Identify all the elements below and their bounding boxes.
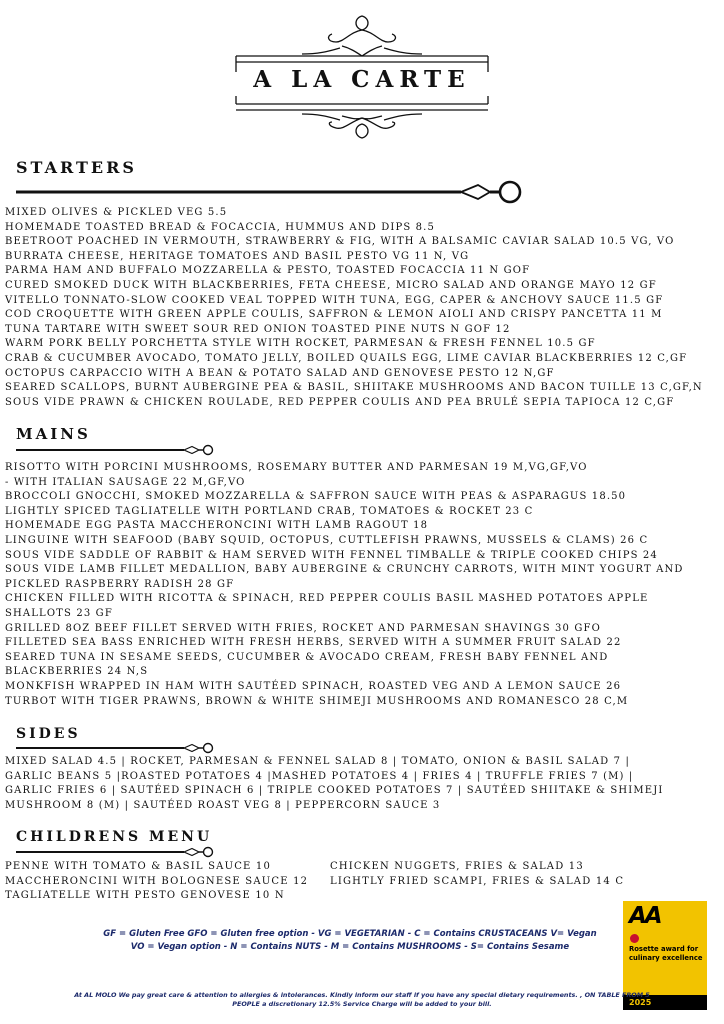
menu-item: BLACKBERRIES 24 N,S xyxy=(5,666,149,678)
menu-item: SHALLOTS 23 GF xyxy=(5,607,113,619)
menu-item: OCTOPUS CARPACCIO WITH A BEAN & POTATO SALAD AND GENOVESE PESTO 12 N,GF xyxy=(5,367,555,379)
menu-item: LINGUINE WITH SEAFOOD (BABY SQUID, OCTOPUS, CUTTLEFISH PRAWNS, MUSSELS & CLAMS) 26 C xyxy=(5,534,649,546)
menu-item: COD CROQUETTE WITH GREEN APPLE COULIS, SAFFRON & LEMON AIOLI AND CRISPY PANCETTA 11 M xyxy=(5,309,663,321)
aa-award-year: 2025 xyxy=(623,995,707,1010)
sides-list xyxy=(5,755,663,813)
menu-item: BURRATA CHEESE, HERITAGE TOMATOES AND BASIL PESTO VG 11 N, VG xyxy=(5,250,470,262)
sides-title: SIDES xyxy=(16,726,81,742)
menu-item: SOUS VIDE LAMB FILLET MEDALLION, BABY AUBERGINE & CRUNCHY CARROTS, WITH MINT YOGURT AND xyxy=(5,564,684,576)
menu-item: LIGHTLY FRIED SCAMPI, FRIES & SALAD 14 C xyxy=(330,875,625,887)
menu-item: CHICKEN FILLED WITH RICOTTA & SPINACH, RED PEPPER COULIS BASIL MASHED POTATOES APPLE xyxy=(5,593,649,605)
menu-item: - WITH ITALIAN SAUSAGE 22 M,GF,VO xyxy=(5,476,246,488)
menu-item: VITELLO TONNATO-SLOW COOKED VEAL TOPPED WITH TUNA, EGG, CAPER & ANCHOVY SAUCE 11.5 GF xyxy=(5,294,664,306)
menu-item: SEARED TUNA IN SESAME SEEDS, CUCUMBER & AVOCADO CREAM, FRESH BABY FENNEL AND xyxy=(5,651,609,663)
menu-item: PENNE WITH TOMATO & BASIL SAUCE 10 xyxy=(5,861,272,872)
rosette-icon xyxy=(630,934,639,943)
footer-line-1: At AL MOLO We pay great care & attention to allergies & intolerances. Kindly inform our staff if you have any special dietary requirements. , ON TABLE FROM 5 xyxy=(74,991,650,999)
menu-item: GRILLED 8OZ BEEF FILLET SERVED WITH FRIES, ROCKET AND PARMESAN SHAVINGS 30 GFO xyxy=(5,622,601,634)
legend-line-2: VO = Vegan option - N = Contains NUTS - M = Contains MUSHROOMS - S= Contains Sesame xyxy=(130,942,570,952)
mains-divider xyxy=(16,444,216,456)
menu-item: TUNA TARTARE WITH SWEET SOUR RED ONION TOASTED PINE NUTS N GOF 12 xyxy=(5,323,511,335)
sides-line: MUSHROOM 8 (M) | SAUTÉED ROAST VEG 8 | PEPPERCORN SAUCE 3 xyxy=(5,799,441,811)
childrens-title: CHILDRENS MENU xyxy=(16,829,213,845)
sides-line: GARLIC BEANS 5 |ROASTED POTATOES 4 |MASHED POTATOES 4 | FRIES 4 | TRUFFLE FRIES 7 (M) | xyxy=(5,770,634,782)
sides-divider xyxy=(16,742,216,754)
menu-item: PARMA HAM AND BUFFALO MOZZARELLA & PESTO, TOASTED FOCACCIA 11 N GOF xyxy=(5,265,531,277)
mains-title: MAINS xyxy=(16,425,91,443)
menu-item: FILLETED SEA BASS ENRICHED WITH FRESH HERBS, SERVED WITH A SUMMER FRUIT SALAD 22 xyxy=(5,637,622,649)
menu-item: HOMEMADE EGG PASTA MACCHERONCINI WITH LAMB RAGOUT 18 xyxy=(5,520,429,532)
starters-list xyxy=(5,206,703,410)
footer-note xyxy=(30,991,694,1009)
menu-item: CHICKEN NUGGETS, FRIES & SALAD 13 xyxy=(330,861,584,872)
sides-line: GARLIC FRIES 6 | SAUTÉED SPINACH 6 | TRIPLE COOKED POTATOES 7 | SAUTÉED SHIITAKE & SHIMEJI xyxy=(5,785,664,797)
allergen-legend xyxy=(60,928,640,954)
aa-award-text: Rosette award for culinary excellence xyxy=(629,945,703,962)
starters-divider xyxy=(16,178,526,206)
menu-item: SOUS VIDE SADDLE OF RABBIT & HAM SERVED WITH FENNEL TIMBALLE & TRIPLE COOKED CHIPS 24 xyxy=(5,549,658,561)
footer-line-2: PEOPLE a discretionary 12.5% Service Charge will be added to your bill. xyxy=(232,1000,492,1008)
header-ornament-top xyxy=(232,12,492,72)
menu-item: BEETROOT POACHED IN VERMOUTH, STRAWBERRY & FIG, WITH A BALSAMIC CAVIAR SALAD 10.5 VG, VO xyxy=(5,236,675,248)
legend-line-1: GF = Gluten Free GFO = Gluten free option - VG = VEGETARIAN - C = Contains CRUSTACEANS V= Vegan xyxy=(103,929,597,939)
menu-item: PICKLED RASPBERRY RADISH 28 GF xyxy=(5,578,235,590)
childrens-list-left xyxy=(5,860,308,904)
menu-item: CRAB & CUCUMBER AVOCADO, TOMATO JELLY, BOILED QUAILS EGG, LIME CAVIAR BLACKBERRIES 12 C,GF xyxy=(5,352,688,364)
aa-logo: AA xyxy=(629,903,661,929)
menu-item: TURBOT WITH TIGER PRAWNS, BROWN & WHITE SHIMEJI MUSHROOMS AND ROMANESCO 28 C,M xyxy=(5,695,629,707)
menu-item: LIGHTLY SPICED TAGLIATELLE WITH PORTLAND CRAB, TOMATOES & ROCKET 23 C xyxy=(5,505,534,517)
menu-item: BROCCOLI GNOCCHI, SMOKED MOZZARELLA & SAFFRON SAUCE WITH PEAS & ASPARAGUS 18.50 xyxy=(5,491,627,503)
menu-item: RISOTTO WITH PORCINI MUSHROOMS, ROSEMARY BUTTER AND PARMESAN 19 M,VG,GF,VO xyxy=(5,462,588,473)
menu-item: CURED SMOKED DUCK WITH BLACKBERRIES, FETA CHEESE, MICRO SALAD AND ORANGE MAYO 12 GF xyxy=(5,279,657,291)
childrens-divider xyxy=(16,846,216,858)
mains-list xyxy=(5,461,684,709)
menu-item: HOMEMADE TOASTED BREAD & FOCACCIA, HUMMUS AND DIPS 8.5 xyxy=(5,221,436,233)
starters-title: STARTERS xyxy=(16,158,137,177)
page-title: A LA CARTE xyxy=(253,66,471,93)
menu-item: SEARED SCALLOPS, BURNT AUBERGINE PEA & BASIL, SHIITAKE MUSHROOMS AND BACON TUILLE 13 C,GF,N xyxy=(5,382,703,394)
sides-line: MIXED SALAD 4.5 | ROCKET, PARMESAN & FENNEL SALAD 8 | TOMATO, ONION & BASIL SALAD 7 | xyxy=(5,756,631,767)
menu-item: SOUS VIDE PRAWN & CHICKEN ROULADE, RED PEPPER COULIS AND PEA BRULÉ SEPIA TAPIOCA 12 C,GF xyxy=(5,396,675,408)
header-ornament-bottom xyxy=(232,96,492,141)
menu-item: WARM PORK BELLY PORCHETTA STYLE WITH ROCKET, PARMESAN & FRESH FENNEL 10.5 GF xyxy=(5,338,596,350)
childrens-list-right xyxy=(330,860,624,889)
menu-item: TAGLIATELLE WITH PESTO GENOVESE 10 N xyxy=(5,890,285,902)
menu-item: MACCHERONCINI WITH BOLOGNESE SAUCE 12 xyxy=(5,875,309,887)
menu-item: MIXED OLIVES & PICKLED VEG 5.5 xyxy=(5,207,228,218)
menu-item: MONKFISH WRAPPED IN HAM WITH SAUTÉED SPINACH, ROASTED VEG AND A LEMON SAUCE 26 xyxy=(5,680,622,692)
